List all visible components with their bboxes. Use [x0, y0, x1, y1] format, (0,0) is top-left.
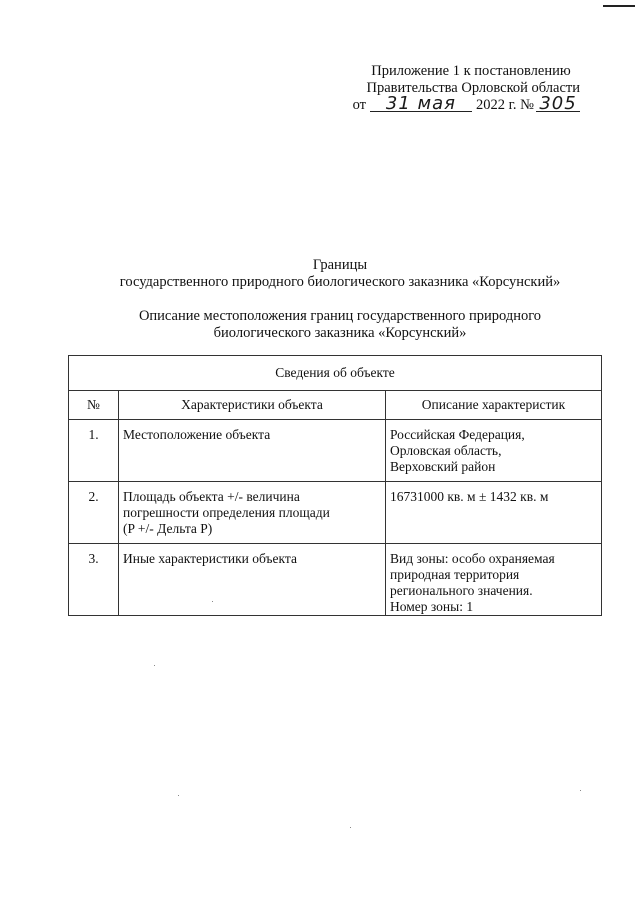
row-description [386, 420, 602, 482]
document-title-line-2: государственного природного биологического заказника «Корсунский» [119, 274, 561, 290]
cell-line: Вид зоны: особо охраняемая [390, 551, 555, 566]
appendix-header [340, 63, 580, 114]
scan-speck [580, 790, 581, 791]
row-characteristic [119, 544, 386, 616]
date-prefix: от [352, 97, 366, 113]
title-block [60, 257, 620, 342]
appendix-line-1: Приложение 1 к постановлению [371, 63, 571, 79]
appendix-date-line [340, 93, 580, 114]
handwritten-date: 31 мая [370, 97, 472, 112]
document-subtitle-line-2: биологического заказника «Корсунский» [213, 325, 467, 341]
cell-line: (P +/- Дельта P) [123, 521, 213, 536]
scan-speck [178, 795, 179, 796]
cell-line: Местоположение объекта [123, 427, 271, 442]
cell-line: Номер зоны: 1 [390, 599, 474, 614]
table-row [69, 482, 602, 544]
table-row [69, 420, 602, 482]
cell-line: Площадь объекта +/- величина [123, 489, 300, 504]
scan-corner-mark [603, 5, 635, 7]
year-suffix: 2022 г. № [475, 97, 534, 113]
document-subtitle: Описание местоположения границ государственного природного [138, 308, 542, 324]
header-description: Описание характеристик [386, 391, 602, 420]
table-row [69, 544, 602, 616]
row-number: 3. [69, 544, 119, 616]
table-header-row [69, 391, 602, 420]
cell-line: природная территория [390, 567, 520, 582]
object-info-table [68, 355, 602, 616]
row-characteristic [119, 420, 386, 482]
scan-speck [154, 665, 155, 666]
row-description [386, 482, 602, 544]
scan-speck [212, 601, 213, 602]
row-number: 2. [69, 482, 119, 544]
cell-line: Иные характеристики объекта [123, 551, 297, 566]
handwritten-number: 305 [536, 97, 580, 112]
header-characteristic: Характеристики объекта [119, 391, 386, 420]
appendix-line-2: Правительства Орловской области [366, 80, 580, 96]
document-title: Границы [312, 257, 368, 273]
cell-line: Орловская область, [390, 443, 502, 458]
row-number: 1. [69, 420, 119, 482]
cell-line: Верховский район [390, 459, 496, 474]
title-spacer [60, 291, 620, 308]
cell-line: 16731000 кв. м ± 1432 кв. м [390, 489, 549, 504]
cell-line: погрешности определения площади [123, 505, 330, 520]
scan-speck [350, 827, 351, 828]
cell-line: регионального значения. [390, 583, 533, 598]
row-description [386, 544, 602, 616]
table-caption: Сведения об объекте [69, 356, 602, 391]
row-characteristic [119, 482, 386, 544]
header-number: № [69, 391, 119, 420]
cell-line: Российская Федерация, [390, 427, 525, 442]
